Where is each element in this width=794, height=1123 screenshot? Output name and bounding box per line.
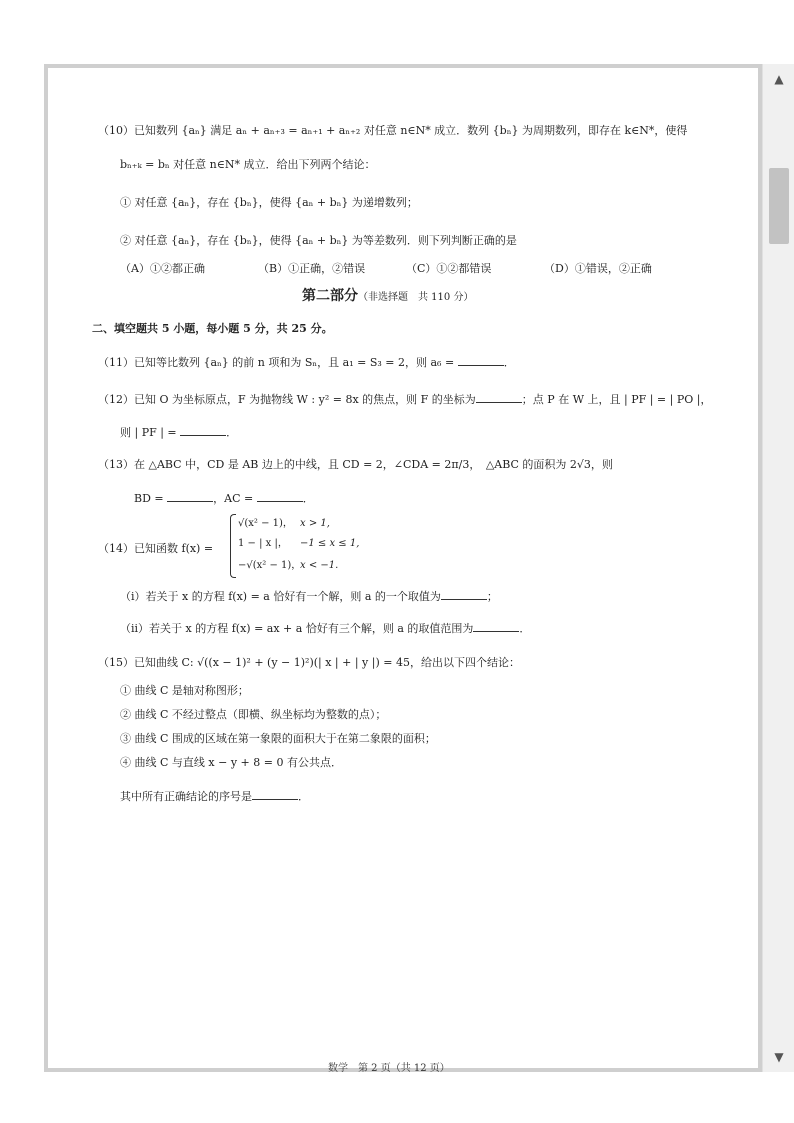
document-page	[44, 64, 762, 1072]
q14-part-ii	[120, 622, 530, 635]
q10-option-a: （A）①②都正确	[120, 262, 205, 275]
part-title-sub: （非选择题 共 110 分）	[358, 292, 474, 303]
q10-option-d: （D）①错误，②正确	[544, 262, 652, 275]
scroll-up-icon[interactable]: ▲	[774, 72, 784, 86]
q10-option-b: （B）①正确，②错误	[258, 262, 366, 275]
q14-part-ii-text: （ii）若关于 x 的方程 f(x) = ax + a 恰好有三个解，则 a 的取值范围为	[120, 622, 474, 635]
q14-part-i-end: ；	[486, 590, 498, 603]
q11	[98, 356, 515, 369]
q10-option-c: （C）①②都错误	[406, 262, 492, 275]
section-heading: 二、填空题共 5 小题，每小题 5 分，共 25 分。	[92, 322, 333, 335]
q14-part-i-text: （i）若关于 x 的方程 f(x) = a 恰好有一个解，则 a 的一个取值为	[120, 590, 441, 603]
q12-end: ．	[226, 426, 238, 439]
q10-statement-2: ② 对任意 {aₙ}，存在 {bₙ}，使得 {aₙ + bₙ} 为等差数列．则下列判断正确的是	[120, 234, 517, 247]
scroll-down-icon[interactable]: ▼	[774, 1050, 784, 1064]
q13-line1: （13）在 △ABC 中，CD 是 AB 边上的中线，且 CD = 2，∠CDA = 2π/3， △ABC 的面积为 2√3，则	[98, 458, 613, 471]
q14-case-3-cond: x < −1.	[300, 560, 339, 571]
q11-answer-blank	[458, 356, 504, 366]
q13-answer-blank-1	[167, 492, 213, 502]
document-viewer	[44, 64, 794, 1072]
q12-line2	[120, 426, 237, 439]
q11-end: ．	[503, 356, 515, 369]
q14-part-ii-end: ．	[519, 622, 531, 635]
q12-text-mid: ；点 P 在 W 上，且 | PF | = | PO |，	[521, 393, 712, 406]
part-title-main: 第二部分	[302, 288, 358, 304]
q15-item-3: ③ 曲线 C 围成的区域在第一象限的面积大于在第二象限的面积；	[120, 732, 436, 745]
q14-case-1-cond: x > 1,	[300, 518, 330, 529]
q14-case-2-cond: −1 ≤ x ≤ 1,	[300, 538, 360, 549]
vertical-scrollbar[interactable]	[762, 64, 794, 1072]
q10-statement-1: ① 对任意 {aₙ}，存在 {bₙ}，使得 {aₙ + bₙ} 为递增数列；	[120, 196, 418, 209]
q15-item-4: ④ 曲线 C 与直线 x − y + 8 = 0 有公共点．	[120, 756, 342, 769]
brace-icon	[230, 514, 236, 578]
q10-line2: bₙ₊ₖ = bₙ 对任意 n∈N* 成立．给出下列两个结论：	[120, 158, 376, 171]
q15-item-1: ① 曲线 C 是轴对称图形；	[120, 684, 249, 697]
q12-line1	[98, 393, 711, 406]
q14-intro: （14）已知函数 f(x) =	[98, 542, 214, 555]
q14-answer-blank-2	[473, 622, 519, 632]
q14-case-2-expr: 1 − | x |，	[238, 538, 288, 549]
q13-answer-blank-2	[257, 492, 303, 502]
q14-part-i	[120, 590, 498, 603]
q13-ac: ，AC =	[213, 492, 257, 505]
q12-answer-blank-1	[476, 393, 522, 403]
q10-line1: （10）已知数列 {aₙ} 满足 aₙ + aₙ₊₃ = aₙ₊₁ + aₙ₊₂ 对任意 n∈N* 成立．数列 {bₙ} 为周期数列，即存在 k∈N*，使得	[98, 124, 688, 137]
q15-answer-text: 其中所有正确结论的序号是	[120, 790, 252, 803]
q14-case-1-expr: √(x² − 1)，	[238, 518, 293, 529]
q14-case-3-expr: −√(x² − 1)，	[238, 560, 302, 571]
q15-answer	[120, 790, 309, 803]
q15-answer-end: ．	[298, 790, 309, 803]
scroll-thumb[interactable]	[769, 168, 789, 244]
q15-answer-blank	[252, 790, 298, 800]
q13-bd: BD =	[134, 492, 168, 505]
q13-end: ．	[302, 492, 314, 505]
q15-line1: （15）已知曲线 C: √((x − 1)² + (y − 1)²)(| x | + | y |) = 45，给出以下四个结论：	[98, 656, 520, 669]
page-footer: 数学 第 2 页（共 12 页）	[328, 1063, 450, 1074]
q12-text: （12）已知 O 为坐标原点，F 为抛物线 W : y² = 8x 的焦点，则 F 的坐标为	[98, 393, 476, 406]
q12-text-2: 则 | PF | =	[120, 426, 181, 439]
q15-item-2: ② 曲线 C 不经过整点（即横、纵坐标均为整数的点）；	[120, 708, 387, 721]
q14-answer-blank-1	[441, 590, 487, 600]
q11-text: （11）已知等比数列 {aₙ} 的前 n 项和为 Sₙ，且 a₁ = S₃ = 2，则 a₆ =	[98, 356, 458, 369]
q12-answer-blank-2	[180, 426, 226, 436]
part-title	[302, 288, 473, 305]
q13-line2	[134, 492, 314, 505]
